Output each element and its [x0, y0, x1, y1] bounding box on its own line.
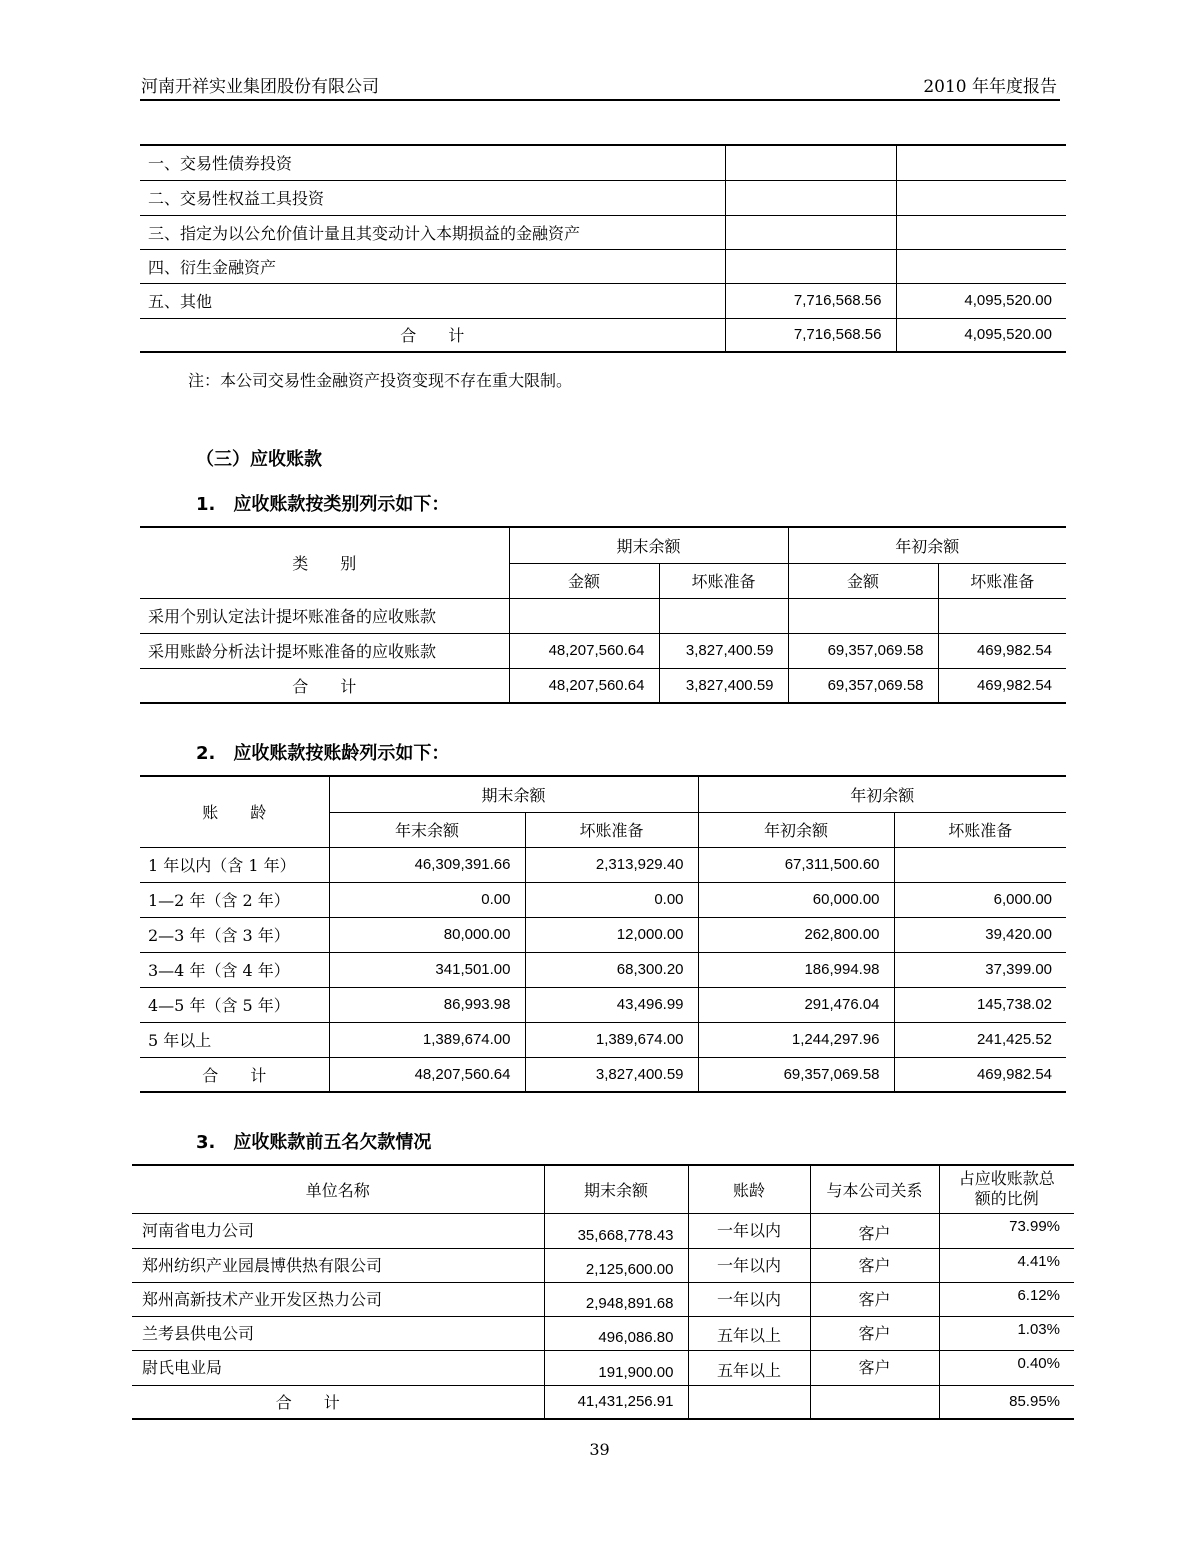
row-label: 3—4 年（含 4 年） — [140, 952, 329, 987]
cell — [894, 847, 1066, 882]
end-balance: 7,716,568.56 — [725, 283, 896, 318]
cell: 0.00 — [525, 882, 698, 917]
table-row — [132, 1350, 1074, 1385]
total-label: 合 计 — [140, 668, 509, 703]
cell: 48,207,560.64 — [509, 633, 659, 668]
table-row — [140, 987, 1066, 1022]
row-label: 采用账龄分析法计提坏账准备的应收账款 — [140, 633, 509, 668]
cell: 262,800.00 — [698, 917, 894, 952]
unit-name: 郑州纺织产业园晨博供热有限公司 — [132, 1248, 544, 1282]
cell: 3,827,400.59 — [525, 1057, 698, 1092]
cell: 37,399.00 — [894, 952, 1066, 987]
ratio: 6.12% — [939, 1282, 1074, 1316]
begin-balance — [896, 215, 1066, 249]
header-end-balance: 期末余额 — [329, 776, 698, 812]
relation: 客户 — [810, 1316, 939, 1350]
header-age: 账 龄 — [140, 776, 329, 847]
subsection-title-2: 2. 应收账款按账龄列示如下： — [196, 743, 450, 764]
age: 五年以上 — [688, 1350, 810, 1385]
unit-name: 河南省电力公司 — [132, 1213, 544, 1248]
relation: 客户 — [810, 1282, 939, 1316]
row-label: 采用个别认定法计提坏账准备的应收账款 — [140, 598, 509, 633]
table-header-row — [140, 527, 1066, 563]
header-bad-debt: 坏账准备 — [938, 563, 1066, 598]
trading-financial-assets-table — [140, 144, 1066, 353]
table-row — [140, 598, 1066, 633]
total-label: 合 计 — [140, 1057, 329, 1092]
cell — [788, 598, 938, 633]
header-amount: 金额 — [788, 563, 938, 598]
cell: 39,420.00 — [894, 917, 1066, 952]
subsection-title-3: 3. 应收账款前五名欠款情况 — [196, 1132, 432, 1153]
note-text: 注：本公司交易性金融资产投资变现不存在重大限制。 — [188, 371, 573, 390]
section-title: （三）应收账款 — [196, 449, 322, 470]
header-divider — [140, 99, 1060, 101]
table-row — [140, 882, 1066, 917]
cell — [938, 598, 1066, 633]
header-age: 账龄 — [688, 1165, 810, 1213]
end-balance: 191,900.00 — [544, 1350, 688, 1385]
header-bad-debt: 坏账准备 — [525, 812, 698, 847]
row-label: 三、指定为以公允价值计量且其变动计入本期损益的金融资产 — [140, 215, 725, 249]
header-amount: 金额 — [509, 563, 659, 598]
cell: 69,357,069.58 — [788, 668, 938, 703]
total-row — [140, 668, 1066, 703]
table-header-row — [140, 776, 1066, 812]
header-bad-debt: 坏账准备 — [894, 812, 1066, 847]
cell — [659, 598, 788, 633]
total-relation — [810, 1385, 939, 1419]
end-balance — [725, 145, 896, 180]
cell: 3,827,400.59 — [659, 633, 788, 668]
cell: 60,000.00 — [698, 882, 894, 917]
cell: 43,496.99 — [525, 987, 698, 1022]
cell: 291,476.04 — [698, 987, 894, 1022]
begin-balance — [896, 145, 1066, 180]
table-row — [140, 952, 1066, 987]
cell: 186,994.98 — [698, 952, 894, 987]
cell: 145,738.02 — [894, 987, 1066, 1022]
age: 一年以内 — [688, 1282, 810, 1316]
header-ratio-line2: 额的比例 — [974, 1189, 1039, 1209]
table-header-row — [132, 1165, 1074, 1213]
row-label: 5 年以上 — [140, 1022, 329, 1057]
header-bad-debt: 坏账准备 — [659, 563, 788, 598]
cell — [509, 598, 659, 633]
row-label: 一、交易性债券投资 — [140, 145, 725, 180]
total-end-balance: 41,431,256.91 — [544, 1385, 688, 1419]
age: 一年以内 — [688, 1248, 810, 1282]
table-row — [140, 145, 1066, 180]
cell: 48,207,560.64 — [329, 1057, 525, 1092]
table-row — [140, 180, 1066, 215]
header-company: 河南开祥实业集团股份有限公司 — [141, 77, 379, 97]
table-row — [140, 1022, 1066, 1057]
cell: 46,309,391.66 — [329, 847, 525, 882]
end-balance — [725, 215, 896, 249]
cell: 1,389,674.00 — [525, 1022, 698, 1057]
end-balance: 35,668,778.43 — [544, 1213, 688, 1248]
table-row — [140, 847, 1066, 882]
relation: 客户 — [810, 1248, 939, 1282]
total-end-balance: 7,716,568.56 — [725, 318, 896, 352]
row-label: 四、衍生金融资产 — [140, 249, 725, 283]
cell: 12,000.00 — [525, 917, 698, 952]
row-label: 2—3 年（含 3 年） — [140, 917, 329, 952]
end-balance — [725, 249, 896, 283]
cell: 69,357,069.58 — [788, 633, 938, 668]
age: 一年以内 — [688, 1213, 810, 1248]
receivables-by-category-table — [140, 526, 1066, 704]
cell: 48,207,560.64 — [509, 668, 659, 703]
top-five-debtors-table — [132, 1164, 1074, 1420]
end-balance: 2,948,891.68 — [544, 1282, 688, 1316]
table-row — [140, 215, 1066, 249]
header-ratio — [939, 1165, 1074, 1213]
cell: 469,982.54 — [894, 1057, 1066, 1092]
total-begin-balance: 4,095,520.00 — [896, 318, 1066, 352]
header-report-title: 2010 年年度报告 — [923, 77, 1057, 97]
cell: 0.00 — [329, 882, 525, 917]
total-row — [140, 1057, 1066, 1092]
row-label: 1—2 年（含 2 年） — [140, 882, 329, 917]
total-row — [132, 1385, 1074, 1419]
cell: 1,244,297.96 — [698, 1022, 894, 1057]
cell: 2,313,929.40 — [525, 847, 698, 882]
table-row — [132, 1213, 1074, 1248]
cell: 80,000.00 — [329, 917, 525, 952]
cell: 341,501.00 — [329, 952, 525, 987]
ratio: 4.41% — [939, 1248, 1074, 1282]
unit-name: 兰考县供电公司 — [132, 1316, 544, 1350]
table-row — [132, 1248, 1074, 1282]
header-end-balance: 期末余额 — [544, 1165, 688, 1213]
table-row — [132, 1282, 1074, 1316]
end-balance: 2,125,600.00 — [544, 1248, 688, 1282]
page-number: 39 — [589, 1440, 610, 1459]
ratio: 0.40% — [939, 1350, 1074, 1385]
total-label: 合 计 — [140, 318, 725, 352]
row-label: 五、其他 — [140, 283, 725, 318]
cell: 6,000.00 — [894, 882, 1066, 917]
header-ratio-line1: 占应收账款总 — [958, 1169, 1055, 1189]
begin-balance — [896, 249, 1066, 283]
begin-balance — [896, 180, 1066, 215]
table-row — [132, 1316, 1074, 1350]
ratio: 1.03% — [939, 1316, 1074, 1350]
unit-name: 尉氏电业局 — [132, 1350, 544, 1385]
cell: 3,827,400.59 — [659, 668, 788, 703]
row-label: 1 年以内（含 1 年） — [140, 847, 329, 882]
row-label: 4—5 年（含 5 年） — [140, 987, 329, 1022]
header-year-begin-balance: 年初余额 — [698, 812, 894, 847]
header-begin-balance: 年初余额 — [788, 527, 1066, 563]
relation: 客户 — [810, 1213, 939, 1248]
cell: 469,982.54 — [938, 668, 1066, 703]
table-row — [140, 249, 1066, 283]
header-relation: 与本公司关系 — [810, 1165, 939, 1213]
total-row — [140, 318, 1066, 352]
header-begin-balance: 年初余额 — [698, 776, 1066, 812]
age: 五年以上 — [688, 1316, 810, 1350]
table-row — [140, 917, 1066, 952]
header-unit-name: 单位名称 — [132, 1165, 544, 1213]
total-label: 合 计 — [132, 1385, 544, 1419]
unit-name: 郑州高新技术产业开发区热力公司 — [132, 1282, 544, 1316]
receivables-by-age-table — [140, 775, 1066, 1093]
subsection-title-1: 1. 应收账款按类别列示如下： — [196, 494, 450, 515]
relation: 客户 — [810, 1350, 939, 1385]
header-end-balance: 期末余额 — [509, 527, 788, 563]
total-ratio: 85.95% — [939, 1385, 1074, 1419]
cell: 86,993.98 — [329, 987, 525, 1022]
total-age — [688, 1385, 810, 1419]
cell: 68,300.20 — [525, 952, 698, 987]
table-row — [140, 283, 1066, 318]
cell: 67,311,500.60 — [698, 847, 894, 882]
header-year-end-balance: 年末余额 — [329, 812, 525, 847]
cell: 1,389,674.00 — [329, 1022, 525, 1057]
table-row — [140, 633, 1066, 668]
row-label: 二、交易性权益工具投资 — [140, 180, 725, 215]
cell: 469,982.54 — [938, 633, 1066, 668]
ratio: 73.99% — [939, 1213, 1074, 1248]
end-balance — [725, 180, 896, 215]
header-category: 类 别 — [140, 527, 509, 598]
begin-balance: 4,095,520.00 — [896, 283, 1066, 318]
end-balance: 496,086.80 — [544, 1316, 688, 1350]
cell: 241,425.52 — [894, 1022, 1066, 1057]
cell: 69,357,069.58 — [698, 1057, 894, 1092]
